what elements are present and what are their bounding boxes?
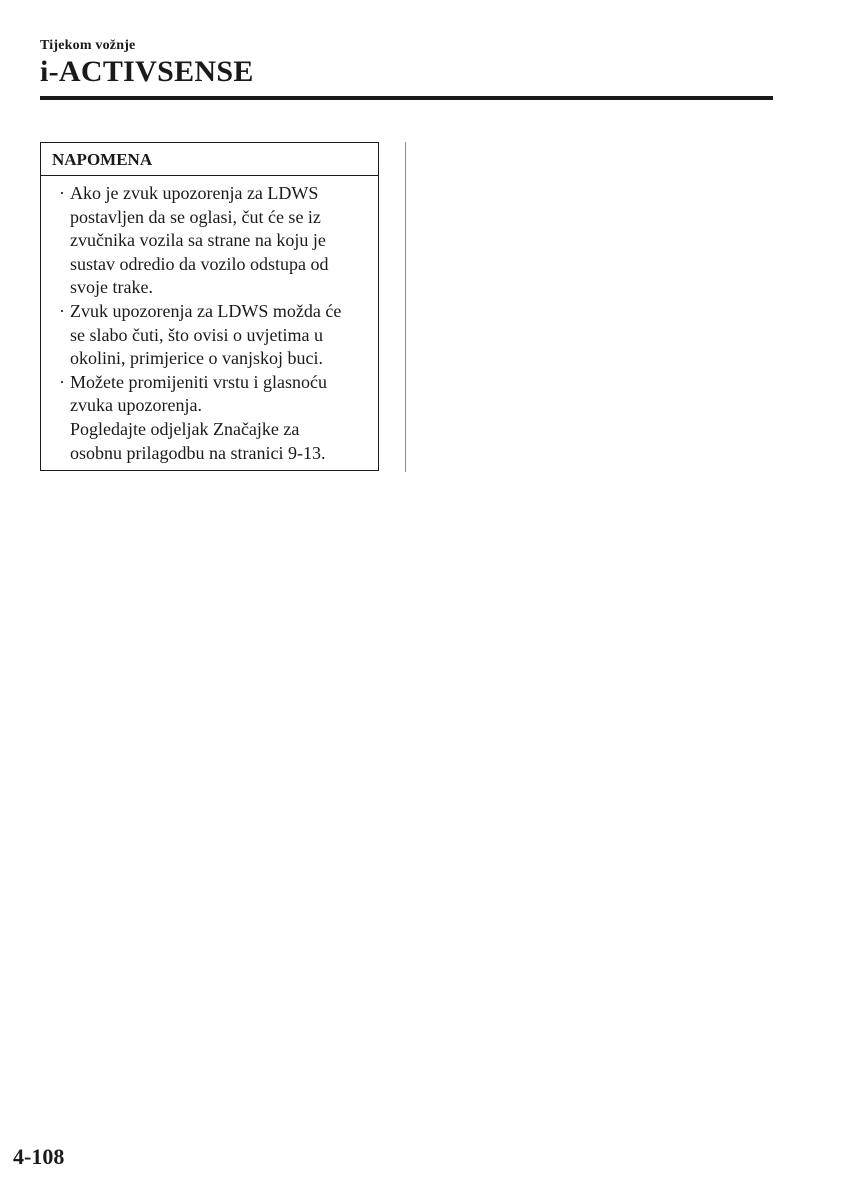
note-line: sustav odredio da vozilo odstupa od: [70, 253, 329, 274]
note-line: zvučnika vozila sa strane na koju je: [70, 230, 326, 251]
note-line: okolini, primjerice o vanjskoj buci.: [70, 348, 323, 369]
page-number: 4-108: [13, 1144, 65, 1169]
section-label: Tijekom vožnje: [40, 38, 136, 53]
note-line: se slabo čuti, što ovisi o uvjetima u: [70, 324, 323, 345]
note-list: [41, 176, 378, 465]
note-line: osobnu prilagodbu na stranici 9-13.: [70, 442, 326, 463]
note-box: [40, 142, 379, 471]
title-rule: [40, 96, 773, 100]
note-item-2: [41, 300, 370, 371]
bullet-dot-icon: ·: [59, 371, 65, 392]
note-line: Zvuk upozorenja za LDWS možda će: [70, 300, 342, 321]
page-title: i-ACTIVSENSE: [40, 55, 254, 88]
note-item-3: [41, 371, 370, 465]
note-line: svoje trake.: [70, 277, 153, 298]
note-line: zvuka upozorenja.: [70, 395, 202, 416]
note-line: Ako je zvuk upozorenja za LDWS: [70, 183, 319, 203]
column-divider: [405, 142, 406, 472]
note-line: Možete promijeniti vrstu i glasnoću: [70, 371, 327, 392]
bullet-dot-icon: ·: [59, 300, 65, 321]
note-heading: NAPOMENA: [41, 143, 378, 176]
note-line: Pogledajte odjeljak Značajke za: [70, 418, 300, 439]
note-item-1: [41, 182, 370, 300]
bullet-dot-icon: ·: [59, 183, 65, 203]
note-line: postavljen da se oglasi, čut će se iz: [70, 206, 321, 227]
